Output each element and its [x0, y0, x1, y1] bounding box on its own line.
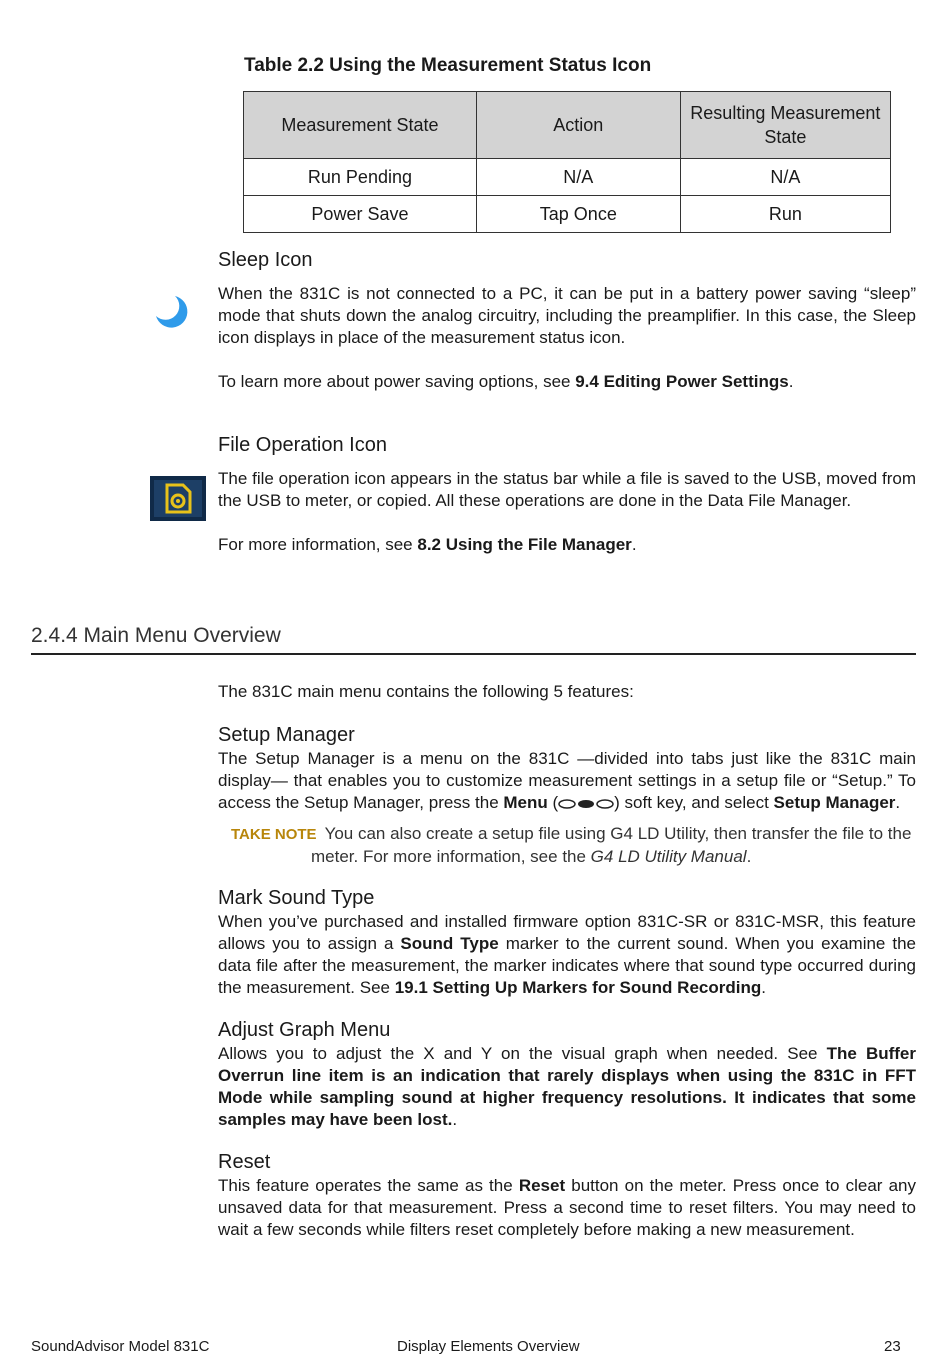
note-line: You can also create a setup file using G4 LD Utility, then transfer the file to the — [324, 824, 912, 843]
table-header-cell: Measurement State — [244, 92, 477, 159]
table-cell: N/A — [680, 159, 890, 196]
manual-reference: G4 LD Utility Manual — [590, 847, 747, 866]
section-divider — [31, 653, 916, 655]
page-number: 23 — [884, 1338, 901, 1355]
menu-key-label: Menu — [503, 793, 548, 812]
measurement-status-table — [243, 91, 891, 233]
sleep-reference: To learn more about power saving options, see 9.4 Editing Power Settings. — [218, 372, 794, 391]
section-intro: The 831C main menu contains the following 5 features: — [218, 682, 634, 701]
file-operation-heading: File Operation Icon — [218, 434, 387, 456]
moon-icon — [153, 294, 191, 330]
table-row — [244, 159, 891, 196]
mark-sound-type-heading: Mark Sound Type — [218, 887, 375, 909]
table-cell: Run — [680, 196, 890, 233]
cross-reference-link[interactable]: 9.4 Editing Power Settings — [575, 372, 789, 391]
footer-chapter: Display Elements Overview — [397, 1338, 580, 1355]
adjust-graph-paragraph: Allows you to adjust the X and Y on the visual graph when needed. See The Buffer Overrun line item is an indication that rarely displays when using the 831C in FFT Mode while sampling sound at higher frequency resolutions. It indicates that some samples may have been lost.. — [218, 1044, 916, 1129]
file-operation-paragraph: The file operation icon appears in the status bar while a file is saved to the USB, moved from the USB to meter, or copied. All these operations are done in the Data File Manager. — [218, 469, 916, 510]
section-title: 2.4.4 Main Menu Overview — [31, 624, 281, 647]
sleep-paragraph: When the 831C is not connected to a PC, it can be put in a battery power saving “sleep” mode that shuts down the analog circuitry, including the preamplifier. In this case, the Sleep icon displays in place of the measurement status icon. — [218, 284, 916, 347]
table-cell: Run Pending — [244, 159, 477, 196]
file-operation-icon — [150, 476, 206, 521]
cross-reference-link[interactable]: 19.1 Setting Up Markers for Sound Recording — [394, 978, 762, 997]
table-cell: N/A — [476, 159, 680, 196]
table-header-row — [244, 92, 891, 159]
table-caption: Table 2.2 Using the Measurement Status Icon — [244, 55, 652, 76]
reset-heading: Reset — [218, 1151, 271, 1173]
setup-manager-heading: Setup Manager — [218, 724, 355, 746]
cross-reference-link[interactable]: Setup Manager — [773, 793, 896, 812]
sleep-icon-heading: Sleep Icon — [218, 249, 313, 271]
take-note — [231, 823, 916, 868]
footer-product: SoundAdvisor Model 831C — [31, 1338, 210, 1355]
table-cell: Power Save — [244, 196, 477, 233]
reset-paragraph: This feature operates the same as the Reset button on the meter. Press once to clear any unsaved data for that measurement. Press a second time to reset filters. You may need to wait a few seconds while filters reset completely before making a new measurement. — [218, 1176, 916, 1239]
mark-sound-type-paragraph: When you’ve purchased and installed firmware option 831C-SR or 831C-MSR, this feature allows you to assign a Sound Type marker to the current sound. When you examine the data file after the measurement, the marker indicates where that sound type occurred during the measurement. See 19.1 Setting Up Markers for Sound Recording. — [218, 912, 917, 997]
cross-reference-link[interactable]: 8.2 Using the File Manager — [417, 535, 632, 554]
note-line: meter. For more information, see the G4 LD Utility Manual. — [311, 847, 752, 866]
menu-softkey-icon — [558, 797, 614, 811]
table-row — [244, 196, 891, 233]
table-header-cell: Resulting Measurement State — [680, 92, 890, 159]
file-operation-reference: For more information, see 8.2 Using the File Manager. — [218, 535, 637, 554]
table-header-cell: Action — [476, 92, 680, 159]
table-cell: Tap Once — [476, 196, 680, 233]
take-note-label: TAKE NOTE — [231, 826, 317, 843]
adjust-graph-heading: Adjust Graph Menu — [218, 1019, 391, 1041]
setup-manager-paragraph: The Setup Manager is a menu on the 831C —divided into tabs just like the 831C main display— that enables you to customize measurement settings in a setup file or “Setup.” To access the Setup Manager, press the Menu ( ) soft key, and select Setup Manager. — [218, 749, 916, 812]
